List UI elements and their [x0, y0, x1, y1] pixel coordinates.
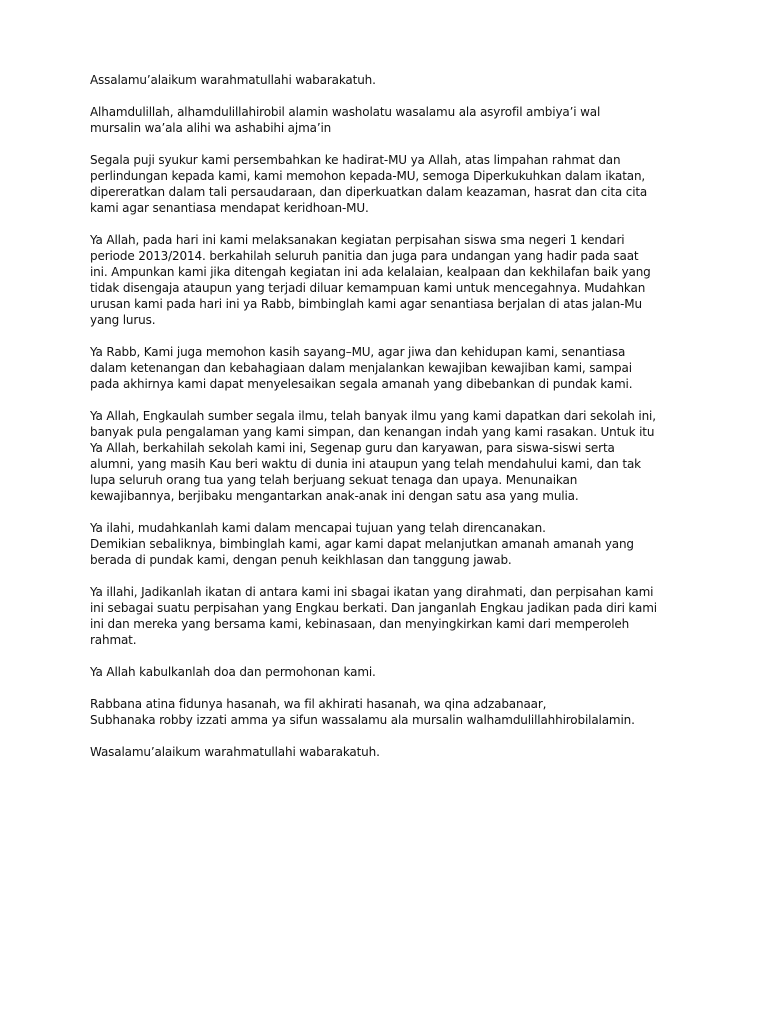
text-line: perlindungan kepada kami, kami memohon kepada-MU, semoga Diperkukuhkan dalam ikatan,: [90, 169, 646, 183]
paragraph-event: [90, 232, 700, 328]
document-page: [90, 72, 700, 776]
text-line: Ya Rabb, Kami juga memohon kasih sayang–MU, agar jiwa dan kehidupan kami, senantiasa: [90, 345, 626, 359]
text-line: Ya Allah, Engkaulah sumber segala ilmu, telah banyak ilmu yang kami dapatkan dari sekolah ini,: [90, 409, 656, 423]
text-line: Ya Allah, pada hari ini kami melaksanakan kegiatan perpisahan siswa sma negeri 1 kendari: [90, 233, 625, 247]
text-line: Ya Allah, berkahilah sekolah kami ini, Segenap guru dan karyawan, para siswa-siswi serta: [90, 441, 615, 455]
text-line: Alhamdulillah, alhamdulillahirobil alamin washolatu wasalamu ala asyrofil ambiya’i wal: [90, 105, 601, 119]
text-line: ini dan mereka yang bersama kami, kebinasaan, dan menyingkirkan kami dari memperoleh: [90, 617, 630, 631]
text-line: Rabbana atina fidunya hasanah, wa fil akhirati hasanah, wa qina adzabanaar,: [90, 697, 547, 711]
paragraph-greeting: [90, 72, 700, 88]
text-line: rahmat.: [90, 633, 137, 647]
paragraph-hamdalah: [90, 104, 700, 136]
paragraph-compassion: [90, 344, 700, 392]
text-line: banyak pula pengalaman yang kami simpan, dan kenangan indah yang kami rasakan. Untuk itu: [90, 425, 655, 439]
text-line: ini sebagai suatu perpisahan yang Engkau berkati. Dan janganlah Engkau jadikan pada diri kami: [90, 601, 657, 615]
text-line: tidak disengaja ataupun yang terjadi diluar kemampuan kami untuk mencegahnya. Mudahkan: [90, 281, 646, 295]
paragraph-farewell: [90, 744, 700, 760]
text-line: Subhanaka robby izzati amma ya sifun wassalamu ala mursalin walhamdulillahhirobilalamin.: [90, 713, 635, 727]
text-line: lupa seluruh orang tua yang telah berjuang sekuat tenaga dan upaya. Menunaikan: [90, 473, 578, 487]
text-line: yang lurus.: [90, 313, 156, 327]
paragraph-knowledge: [90, 408, 700, 504]
text-line: urusan kami pada hari ini ya Rabb, bimbinglah kami agar senantiasa berjalan di atas jalan-Mu: [90, 297, 642, 311]
text-line: periode 2013/2014. berkahilah seluruh panitia dan juga para undangan yang hadir pada saat: [90, 249, 639, 263]
text-line: mursalin wa’ala alihi wa ashabihi ajma’in: [90, 121, 332, 135]
text-line: pada akhirnya kami dapat menyelesaikan segala amanah yang dibebankan di pundak kami.: [90, 377, 633, 391]
text-line: dipereratkan dalam tali persaudaraan, dan diperkuatkan dalam keazaman, hasrat dan cita cita: [90, 185, 648, 199]
text-line: berada di pundak kami, dengan penuh keikhlasan dan tanggung jawab.: [90, 553, 512, 567]
text-line: Segala puji syukur kami persembahkan ke hadirat-MU ya Allah, atas limpahan rahmat dan: [90, 153, 621, 167]
text-line: Ya ilahi, mudahkanlah kami dalam mencapai tujuan yang telah direncanakan.: [90, 521, 546, 535]
text-line: Ya Allah kabulkanlah doa dan permohonan kami.: [90, 665, 376, 679]
text-line: Ya illahi, Jadikanlah ikatan di antara kami ini sbagai ikatan yang dirahmati, dan perpisahan kami: [90, 585, 654, 599]
text-line: ini. Ampunkan kami jika ditengah kegiatan ini ada kelalaian, kealpaan dan kekhilafan baik yang: [90, 265, 651, 279]
text-line: kami agar senantiasa mendapat keridhoan-MU.: [90, 201, 369, 215]
text-line: Assalamu’alaikum warahmatullahi wabarakatuh.: [90, 73, 376, 87]
paragraph-plea: [90, 664, 700, 680]
paragraph-guidance: [90, 520, 700, 568]
paragraph-gratitude: [90, 152, 700, 216]
paragraph-bond: [90, 584, 700, 648]
text-line: Demikian sebaliknya, bimbinglah kami, agar kami dapat melanjutkan amanah amanah yang: [90, 537, 634, 551]
text-line: dalam ketenangan dan kebahagiaan dalam menjalankan kewajiban kewajiban kami, sampai: [90, 361, 632, 375]
text-line: Wasalamu’alaikum warahmatullahi wabarakatuh.: [90, 745, 380, 759]
paragraph-closing-prayer: [90, 696, 700, 728]
text-line: alumni, yang masih Kau beri waktu di dunia ini ataupun yang telah mendahului kami, dan tak: [90, 457, 641, 471]
text-line: kewajibannya, berjibaku mengantarkan anak-anak ini dengan satu asa yang mulia.: [90, 489, 579, 503]
